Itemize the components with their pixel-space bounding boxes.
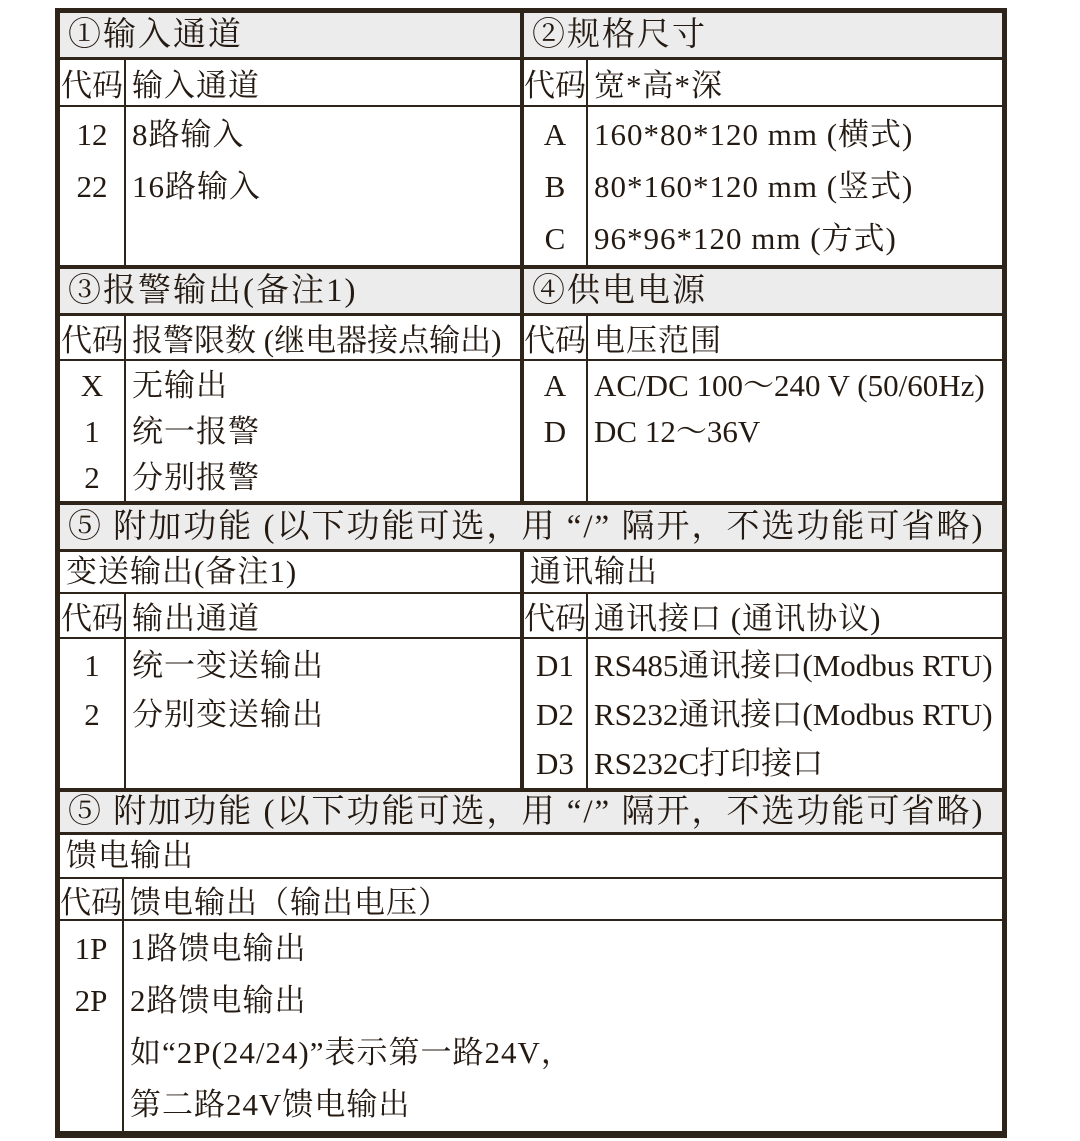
desc-note-line: 如“2P(24/24)”表示第一路24V， [130,1035,573,1070]
code-header: 代码 [524,316,588,359]
desc-cell [126,361,520,501]
code-cell [524,639,588,788]
code-value: D3 [536,746,574,781]
code-header: 代码 [524,594,588,637]
desc-cell [588,361,1002,501]
section-title-input-channels: ①输入通道 [60,13,520,60]
header-row [524,594,1002,639]
code-value: D1 [536,648,574,683]
code-value: B [544,169,566,204]
desc-value: 无输出 [132,368,228,403]
body [60,361,520,501]
code-value: A [543,117,567,152]
code-value: 1 [84,414,100,449]
code-value: 22 [76,169,108,204]
code-value: 12 [76,117,108,152]
code-header: 代码 [524,60,588,105]
header-row [60,60,520,107]
subsection-title-feed-output: 馈电输出 [60,835,1002,879]
code-value: 1 [84,648,100,683]
desc-value: 8路输入 [132,117,245,152]
desc-value: 16路输入 [132,169,261,204]
code-value: 2P [74,983,108,1018]
section-row-5 [60,552,1002,792]
section-title-power-supply: ④供电电源 [524,269,1002,316]
desc-header: 电压范围 [594,323,722,358]
code-value: X [80,368,104,403]
desc-value: AC/DC 100～240 V (50/60Hz) [594,368,985,403]
section-power-supply [524,269,1002,501]
desc-cell [124,921,1002,1131]
subsection-title-transmit-output: 变送输出(备注1) [60,552,520,594]
code-cell [60,107,126,265]
section-alarm-output [60,269,524,501]
body [60,921,1002,1131]
desc-value: 分别变送输出 [132,697,324,732]
desc-header: 宽*高*深 [594,68,723,103]
code-header: 代码 [60,879,124,919]
header-row [524,60,1002,107]
body [60,107,520,265]
desc-header: 馈电输出（输出电压） [130,884,450,919]
section-row-3-4 [60,269,1002,505]
desc-value: 96*96*120 mm (方式) [594,221,897,256]
desc-note-line: 第二路24V馈电输出 [130,1087,411,1122]
code-cell [60,639,126,788]
desc-value: 2路馈电输出 [130,983,307,1018]
code-header: 代码 [60,316,126,359]
code-value: A [543,368,567,403]
section-dimensions [524,13,1002,265]
code-value: C [544,221,566,256]
desc-header: 输入通道 [132,68,260,103]
desc-header: 输出通道 [132,601,260,636]
code-cell [60,361,126,501]
code-value: 2 [84,697,100,732]
section-row-1-2 [60,13,1002,269]
header-row [60,594,520,639]
desc-value: RS485通讯接口(Modbus RTU) [594,648,993,683]
ordering-code-table [55,8,1007,1138]
desc-cell [126,639,520,788]
desc-header: 报警限数 (继电器接点输出) [132,323,502,358]
code-value: 2 [84,460,100,495]
desc-value: RS232C打印接口 [594,746,824,781]
desc-value: 160*80*120 mm (横式) [594,117,914,152]
desc-cell [126,107,520,265]
desc-header: 通讯接口 (通讯协议) [594,601,882,636]
code-cell [524,361,588,501]
desc-value: 1路馈电输出 [130,931,307,966]
section-title-alarm-output: ③报警输出(备注1) [60,269,520,316]
section-transmit-output [60,552,524,788]
desc-value: 统一变送输出 [132,648,324,683]
body [524,361,1002,501]
header-row [60,316,520,361]
code-header: 代码 [60,60,126,105]
subsection-title-communication-output: 通讯输出 [524,552,1002,594]
header-row [524,316,1002,361]
section-communication-output [524,552,1002,788]
body [524,639,1002,788]
desc-value: RS232通讯接口(Modbus RTU) [594,697,993,732]
code-cell [60,921,124,1131]
code-header: 代码 [60,594,126,637]
desc-value: 80*160*120 mm (竖式) [594,169,914,204]
desc-cell [588,107,1002,265]
body [524,107,1002,265]
desc-value: 统一报警 [132,414,260,449]
code-value: D [543,414,567,449]
desc-cell [588,639,1002,788]
section-title-additional-functions-1: ⑤ 附加功能 (以下功能可选，用 “/” 隔开，不选功能可省略) [60,505,1002,552]
code-value: D2 [536,697,574,732]
code-cell [524,107,588,265]
desc-value: 分别报警 [132,460,260,495]
section-input-channels [60,13,524,265]
section-title-dimensions: ②规格尺寸 [524,13,1002,60]
body [60,639,520,788]
section-title-additional-functions-2: ⑤ 附加功能 (以下功能可选，用 “/” 隔开，不选功能可省略) [60,792,1002,835]
header-row [60,879,1002,921]
desc-value: DC 12～36V [594,414,761,449]
code-value: 1P [74,931,108,966]
